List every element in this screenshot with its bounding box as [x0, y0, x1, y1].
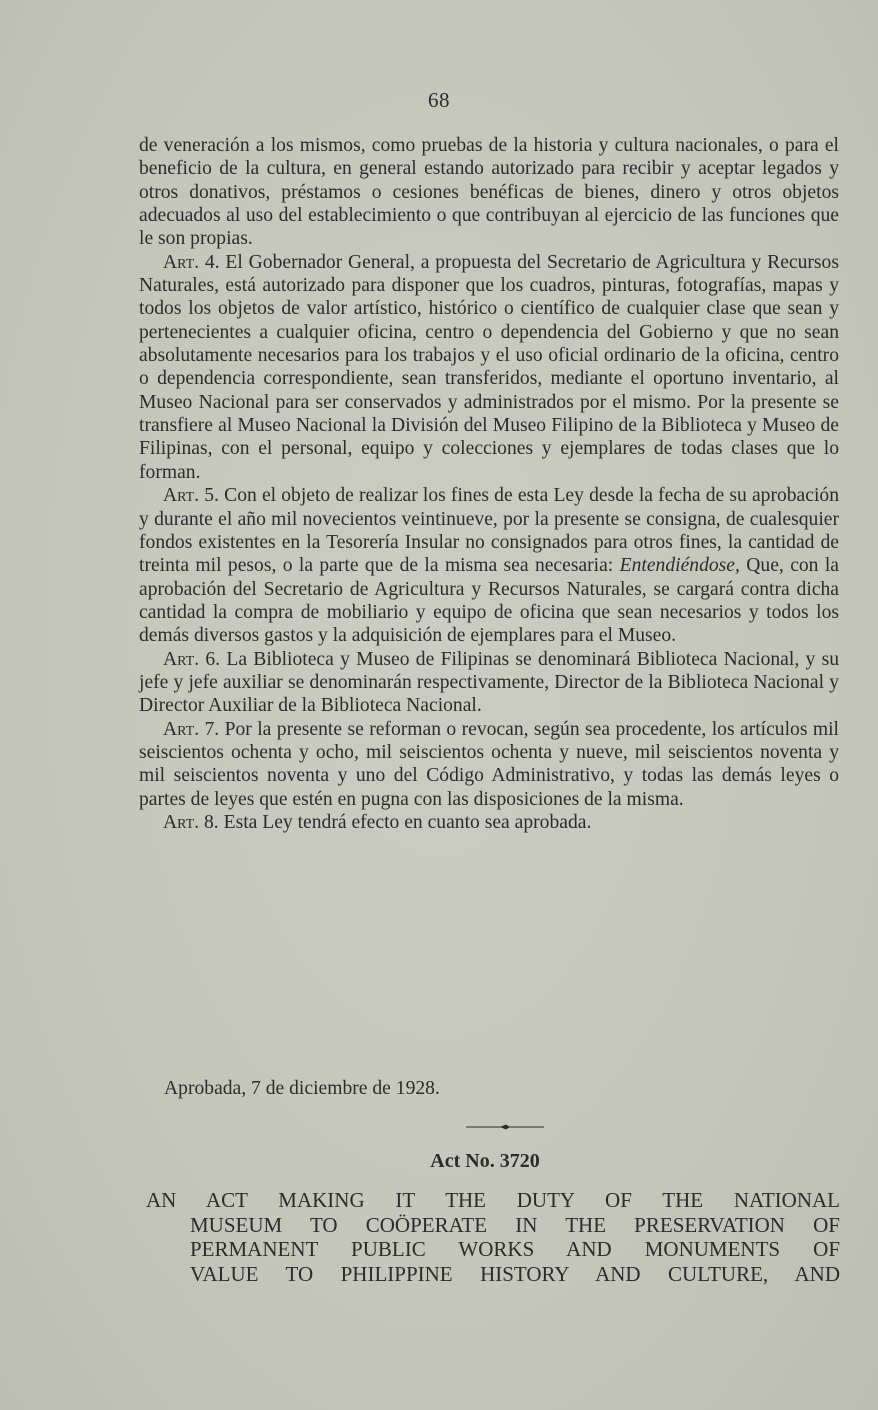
article-text: La Biblioteca y Museo de Filipinas se denominará Biblioteca Nacional, y su jefe y jefe auxiliar se denominarán respectivamente, Director de la Biblioteca Nacional y Director Auxiliar de la Biblioteca Nacional.	[139, 648, 839, 717]
continuation-paragraph: de veneración a los mismos, como pruebas de la historia y cultura nacionales, o para el beneficio de la cultura, en general estando autorizado para recibir y aceptar legados y otros donativos, préstamos o cesiones benéficas de bienes, dinero y otros objetos adecuados al uso del establecimiento o que contribuyan al ejercicio de las funciones que le son propias.	[139, 135, 839, 250]
article-text: Por la presente se reforman o revocan, según sea procedente, los artículos mil seiscientos ochenta y ocho, mil seiscientos ochenta y nueve, mil seiscientos noventa y mil seiscientos noventa y uno del Código Administrativo, y todas las demás leyes o partes de leyes que estén en pugna con las disposiciones de la misma.	[139, 718, 839, 810]
page-number: 68	[428, 88, 450, 112]
section-divider	[466, 1126, 544, 1128]
article-text: Que, con la aprobación del Secretario de Agricultura y Recursos Naturales, se cargará contra dicha cantidad la compra de mobiliario y equipo de oficina que sean necesarios y todos los demás diversos gastos y la adquisición de ejemplares para el Museo.	[139, 555, 839, 647]
article-5	[139, 484, 839, 647]
article-label: Art. 4.	[163, 251, 220, 273]
article-7	[139, 718, 839, 811]
article-emphasis: Entendiéndose,	[619, 555, 740, 577]
article-8	[139, 811, 839, 834]
act-title-line: VALUE TO PHILIPPINE HISTORY AND CULTURE, AND	[190, 1261, 840, 1286]
act-title-line: PERMANENT PUBLIC WORKS AND MONUMENTS OF	[190, 1237, 840, 1261]
article-text: El Gobernador General, a propuesta del Secretario de Agricultura y Recursos Naturales, está autorizado para disponer que los cuadros, pinturas, fotografías, mapas y todos los objetos de valor artístico, histórico o científico de cualquier clase que sean y pertenecientes a cualquier oficina, centro o dependencia del Gobierno y que no sean absolutamente necesarios para los trabajos y el uso oficial ordinario de la oficina, centro o dependencia correspondiente, sean transferidos, mediante el oportuno inventario, al Museo Nacional para ser conservados y administrados por el mismo. Por la presente se transfiere al Museo Nacional la División del Museo Filipino de la Biblioteca y Museo de Filipinas, con el personal, equipo y colecciones y ejemplares de todas clases que lo forman.	[139, 251, 839, 483]
article-label: Art. 5.	[163, 485, 219, 507]
article-4	[139, 251, 839, 484]
article-label: Art. 8.	[163, 811, 219, 833]
act-title-line: MUSEUM TO COÖPERATE IN THE PRESERVATION OF	[190, 1212, 840, 1237]
approval-date: Aprobada, 7 de diciembre de 1928.	[164, 1078, 440, 1099]
article-label: Art. 6.	[163, 648, 221, 670]
article-6	[139, 648, 839, 718]
act-number: Act No. 3720	[430, 1150, 540, 1172]
article-text: Esta Ley tendrá efecto en cuanto sea aprobada.	[223, 811, 592, 833]
article-text: Con el objeto de realizar los fines de esta Ley desde la fecha de su aprobación y durante el año mil novecientos veintinueve, por la presente se consigna, de cualesquier fondos existentes en la Tesorería Insular no consignados para otros fines, la cantidad de treinta mil pesos, o la parte que de la misma sea necesaria:	[139, 485, 839, 577]
act-title	[146, 1188, 840, 1286]
act-title-line: AN ACT MAKING IT THE DUTY OF THE NATIONAL	[146, 1188, 840, 1212]
body-text	[139, 134, 839, 834]
article-label: Art. 7.	[163, 718, 220, 740]
